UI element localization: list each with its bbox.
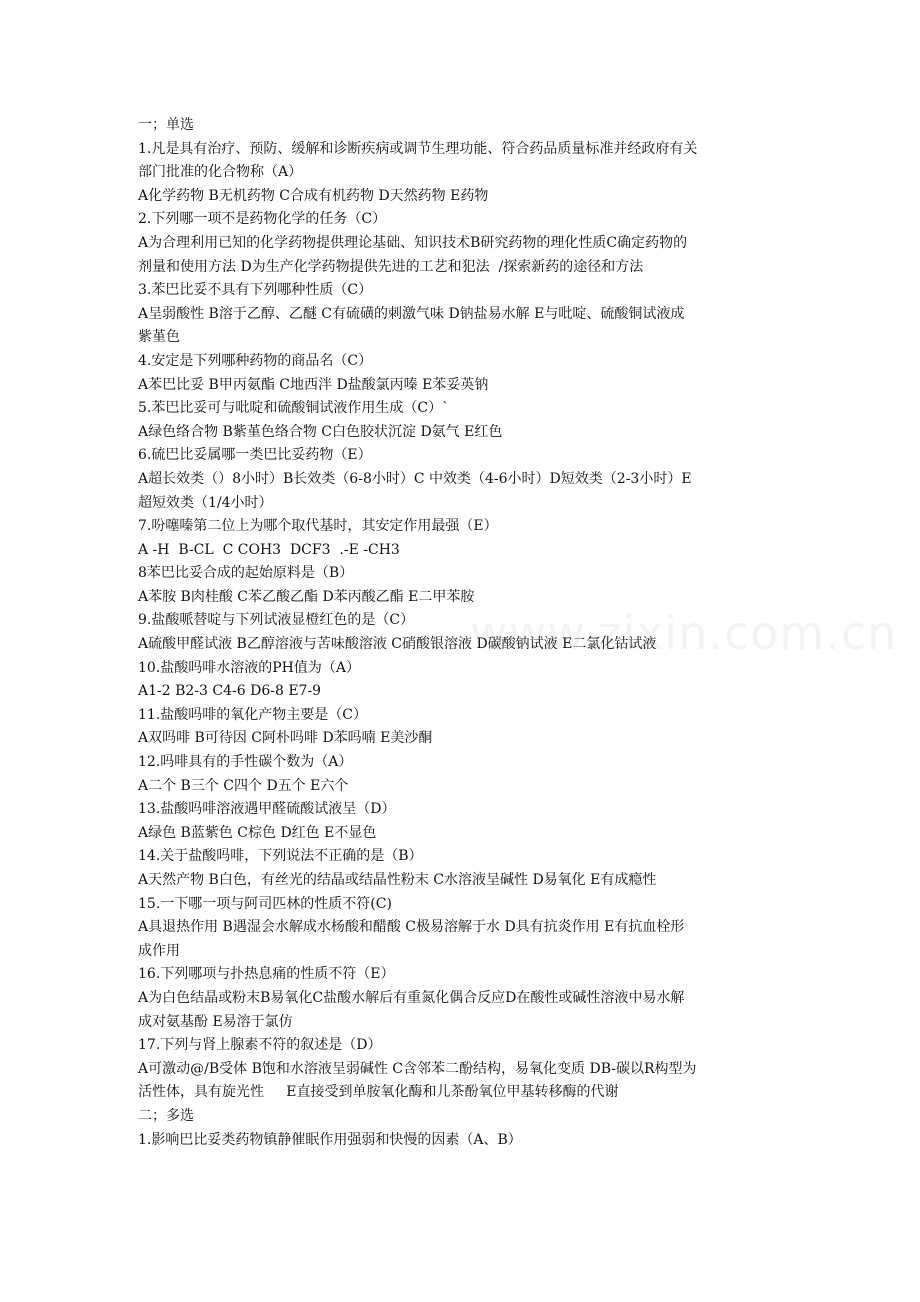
text-line: 1.影响巴比妥类药物镇静催眠作用强弱和快慢的因素（A、B） — [138, 1131, 522, 1148]
text-line: 活性体，具有旋光性 E直接受到单胺氧化酶和儿茶酚氧位甲基转移酶的代谢 — [138, 1084, 619, 1101]
text-line: 17.下列与肾上腺素不符的叙述是（D） — [138, 1037, 382, 1054]
text-line: A可激动@/B受体 B饱和水溶液呈弱碱性 C含邻苯二酚结构，易氧化变质 DB-碳以R构型为 — [138, 1060, 697, 1077]
text-line: 5.苯巴比妥可与吡啶和硫酸铜试液作用生成（C）` — [138, 400, 450, 417]
text-line: 4.安定是下列哪种药物的商品名（C） — [138, 352, 373, 369]
text-line: A绿色络合物 B紫堇色络合物 C白色胶状沉淀 D氨气 E红色 — [138, 423, 503, 440]
text-line: A呈弱酸性 B溶于乙醇、乙醚 C有硫磺的刺激气味 D钠盐易水解 E与吡啶、硫酸铜试液成 — [138, 305, 685, 322]
text-line: A苯胺 B肉桂酸 C苯乙酸乙酯 D苯丙酸乙酯 E二甲苯胺 — [138, 588, 475, 605]
text-line: A硫酸甲醛试液 B乙醇溶液与苦味酸溶液 C硝酸银溶液 D碳酸钠试液 E二氯化钴试液 — [138, 636, 657, 653]
text-line: A天然产物 B白色，有丝光的结晶或结晶性粉末 C水溶液呈碱性 D易氧化 E有成瘾性 — [138, 872, 657, 888]
text-line: A为白色结晶或粉末B易氧化C盐酸水解后有重氮化偶合反应D在酸性或碱性溶液中易水解 — [138, 989, 685, 1006]
text-line: 3.苯巴比妥不具有下列哪种性质（C） — [138, 282, 373, 299]
document-body — [138, 114, 790, 1152]
text-line: 部门批准的化合物称（A） — [138, 164, 303, 181]
text-line: A为合理利用已知的化学药物提供理论基础、知识技术B研究药物的理化性质C确定药物的 — [138, 234, 688, 251]
text-line: 12.吗啡具有的手性碳个数为（A） — [138, 754, 353, 771]
text-line: 9.盐酸哌替啶与下列试液显橙红色的是（C） — [138, 612, 415, 629]
text-line: 成对氨基酚 E易溶于氯仿 — [138, 1013, 293, 1030]
text-line: 成作用 — [138, 942, 180, 959]
text-line: 13.盐酸吗啡溶液遇甲醛硫酸试液呈（D） — [138, 801, 396, 818]
text-line: 1.凡是具有治疗、预防、缓解和诊断疾病或调节生理功能、符合药品质量标准并经政府有关 — [138, 140, 698, 157]
text-line: 11.盐酸吗啡的氧化产物主要是（C） — [138, 706, 367, 723]
text-line: A具退热作用 B遇湿会水解成水杨酸和醋酸 C极易溶解于水 D具有抗炎作用 E有抗血栓形 — [138, 919, 685, 936]
text-line: A绿色 B蓝紫色 C棕色 D红色 E不显色 — [138, 824, 377, 841]
text-line: A1-2 B2-3 C4-6 D6-8 E7-9 — [138, 683, 322, 700]
text-line: 8苯巴比妥合成的起始原料是（B） — [138, 565, 354, 582]
text-line: A化学药物 B无机药物 C合成有机药物 D天然药物 E药物 — [138, 187, 489, 204]
text-line: 剂量和使用方法 D为生产化学药物提供先进的工艺和犯法 /探索新药的途径和方法 — [138, 258, 644, 275]
text-line: 二；多选 — [138, 1107, 194, 1124]
text-line: 6.硫巴比妥属哪一类巴比妥药物（E） — [138, 447, 372, 464]
text-line: 10.盐酸吗啡水溶液的PH值为（A） — [138, 659, 361, 676]
text-line: 15.一下哪一项与阿司匹林的性质不符(C) — [138, 895, 392, 912]
text-line: A二个 B三个 C四个 D五个 E六个 — [138, 777, 349, 794]
text-line: A双吗啡 B可待因 C阿朴吗啡 D苯吗喃 E美沙酮 — [138, 730, 433, 747]
text-line: A -H B-CL C COH3 DCF3 .-E -CH3 — [138, 541, 400, 558]
text-line: 一；单选 — [138, 117, 194, 133]
text-line: A苯巴比妥 B甲丙氨酯 C地西泮 D盐酸氯丙嗪 E苯妥英钠 — [138, 376, 489, 393]
text-line: 14.关于盐酸吗啡，下列说法不正确的是（B） — [138, 848, 423, 865]
text-line: 16.下列哪项与扑热息痛的性质不符（E） — [138, 966, 395, 983]
text-line: 7.吩噻嗪第二位上为哪个取代基时，其安定作用最强（E） — [138, 518, 498, 535]
text-line: 超短效类（1/4小时） — [138, 494, 273, 511]
text-line: 紫堇色 — [138, 329, 180, 346]
text-line: 2.下列哪一项不是药物化学的任务（C） — [138, 211, 387, 228]
text-line: A超长效类（）8小时）B长效类（6-8小时）C 中效类（4-6小时）D短效类（2-3小时）E — [138, 470, 692, 487]
